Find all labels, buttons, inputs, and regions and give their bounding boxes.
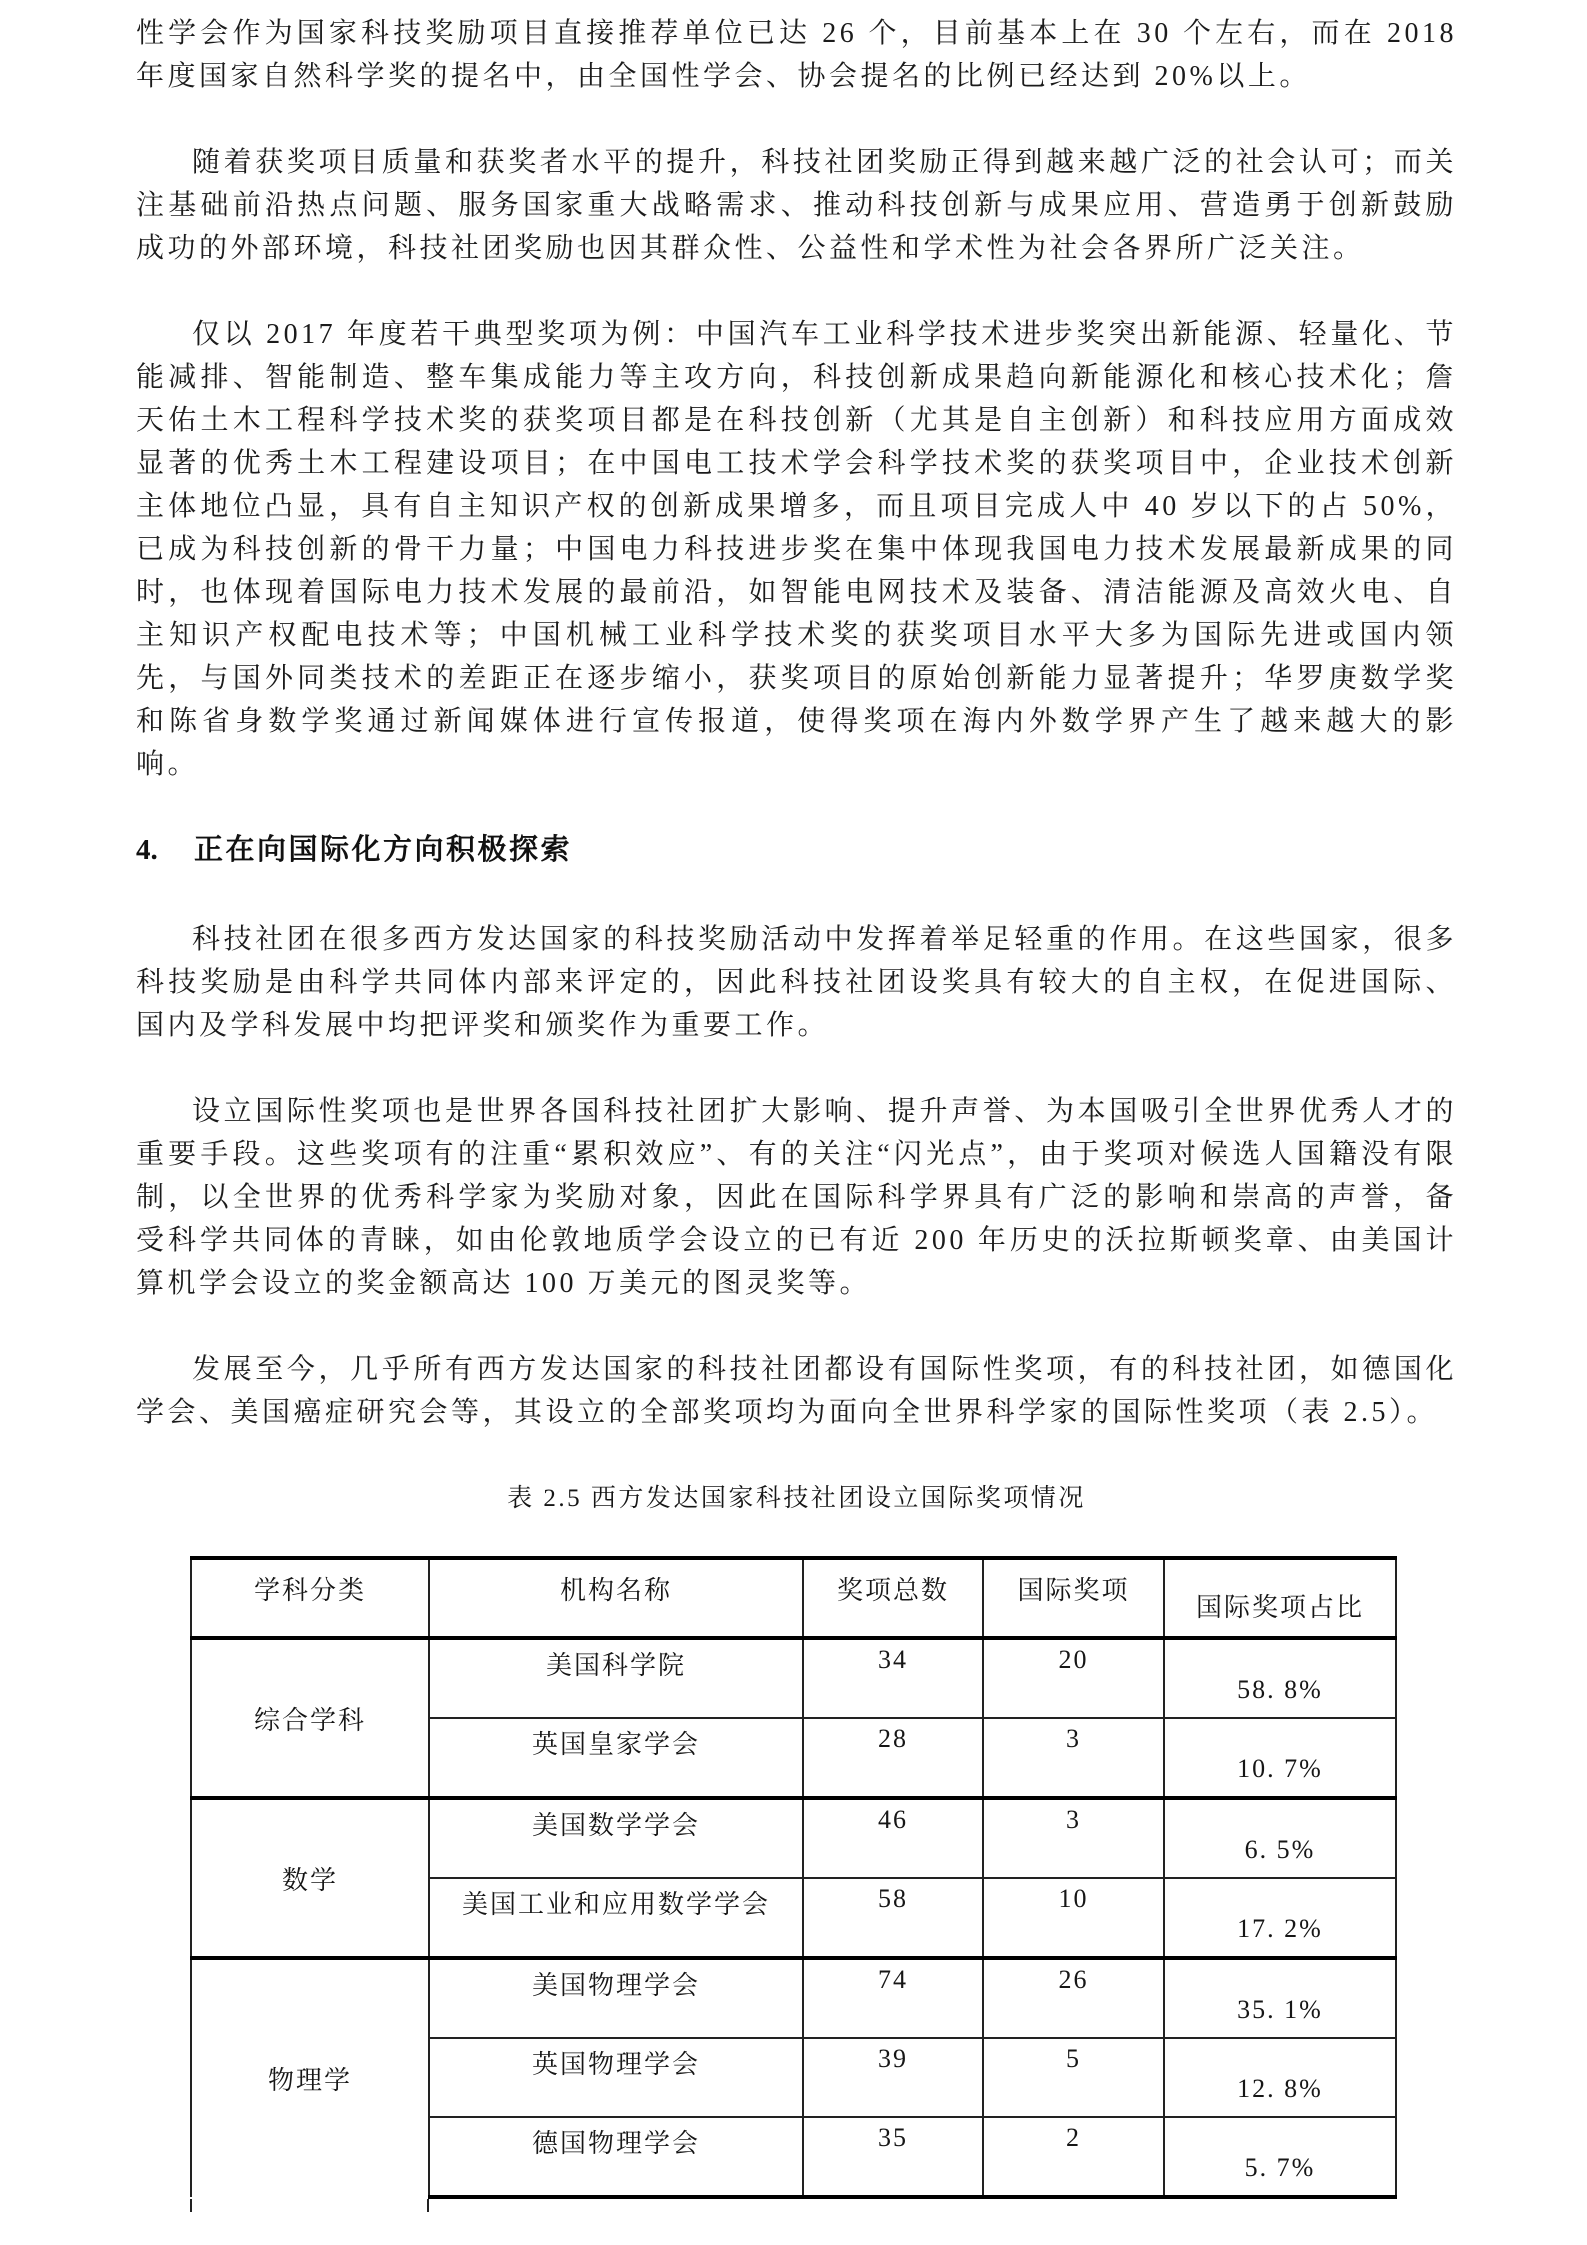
paragraph: 随着获奖项目质量和获奖者水平的提升，科技社团奖励正得到越来越广泛的社会认可；而关注基础前沿热点问题、服务国家重大战略需求、推动科技创新与成果应用、营造勇于创新鼓励成功的外部环境，科技社团奖励也因其群众性、公益性和学术性为社会各界所广泛关注。	[136, 147, 1457, 264]
organization-cell: 美国工业和应用数学学会	[429, 1878, 803, 1958]
international-ratio-cell: 35. 1%	[1164, 1958, 1396, 2038]
table-header-row	[191, 1558, 1396, 1638]
international-ratio-cell: 6. 5%	[1164, 1798, 1396, 1878]
international-awards-cell: 26	[983, 1958, 1164, 2038]
table-row	[191, 1798, 1396, 1878]
column-header-total-awards: 奖项总数	[803, 1558, 983, 1638]
section-heading	[136, 829, 1457, 872]
international-ratio-cell: 10. 7%	[1164, 1718, 1396, 1798]
international-awards-cell: 20	[983, 1638, 1164, 1718]
category-cell: 数学	[191, 1798, 429, 1958]
organization-cell: 英国皇家学会	[429, 1718, 803, 1798]
table-row	[191, 1638, 1396, 1718]
organization-cell: 美国数学学会	[429, 1798, 803, 1878]
column-header-organization: 机构名称	[429, 1558, 803, 1638]
awards-table	[190, 1556, 1397, 2199]
total-awards-cell: 74	[803, 1958, 983, 2038]
paragraph-continuation: 性学会作为国家科技奖励项目直接推荐单位已达 26 个，目前基本上在 30 个左右，而在 2018 年度国家自然科学奖的提名中，由全国性学会、协会提名的比例已经达到 20%以上。	[136, 18, 1457, 92]
section-number: 4.	[136, 834, 158, 866]
table-row	[191, 1958, 1396, 2038]
paragraph: 发展至今，几乎所有西方发达国家的科技社团都设有国际性奖项，有的科技社团，如德国化学会、美国癌症研究会等，其设立的全部奖项均为面向全世界科学家的国际性奖项（表 2.5）。	[136, 1354, 1457, 1428]
category-cell: 物理学	[191, 1958, 429, 2197]
international-ratio-cell: 5. 7%	[1164, 2117, 1396, 2197]
paragraph: 仅以 2017 年度若干典型奖项为例：中国汽车工业科学技术进步奖突出新能源、轻量化、节能减排、智能制造、整车集成能力等主攻方向，科技创新成果趋向新能源化和核心技术化；詹天佑土木工程科学技术奖的获奖项目都是在科技创新（尤其是自主创新）和科技应用方面成效显著的优秀土木工程建设项目；在中国电工技术学会科学技术奖的获奖项目中，企业技术创新主体地位凸显，具有自主知识产权的创新成果增多，而且项目完成人中 40 岁以下的占 50%，已成为科技创新的骨干力量；中国电力科技进步奖在集中体现我国电力技术发展最新成果的同时，也体现着国际电力技术发展的最前沿，如智能电网技术及装备、清洁能源及高效火电、自主知识产权配电技术等；中国机械工业科学技术奖的获奖项目水平大多为国际先进或国内领先，与国外同类技术的差距正在逐步缩小，获奖项目的原始创新能力显著提升；华罗庚数学奖和陈省身数学奖通过新闻媒体进行宣传报道，使得奖项在海内外数学界产生了越来越大的影响。	[136, 319, 1457, 780]
organization-cell: 英国物理学会	[429, 2038, 803, 2117]
table-left-border-extension	[190, 2199, 192, 2212]
international-ratio-cell: 17. 2%	[1164, 1878, 1396, 1958]
column-header-category: 学科分类	[191, 1558, 429, 1638]
international-awards-cell: 3	[983, 1798, 1164, 1878]
total-awards-cell: 35	[803, 2117, 983, 2197]
column-header-international-awards: 国际奖项	[983, 1558, 1164, 1638]
international-awards-cell: 3	[983, 1718, 1164, 1798]
organization-cell: 德国物理学会	[429, 2117, 803, 2197]
paragraph: 科技社团在很多西方发达国家的科技奖励活动中发挥着举足轻重的作用。在这些国家，很多科技奖励是由科学共同体内部来评定的，因此科技社团设奖具有较大的自主权，在促进国际、国内及学科发展中均把评奖和颁奖作为重要工作。	[136, 924, 1457, 1041]
organization-cell: 美国科学院	[429, 1638, 803, 1718]
awards-table-container	[190, 1556, 1395, 2199]
paragraph: 设立国际性奖项也是世界各国科技社团扩大影响、提升声誉、为本国吸引全世界优秀人才的重要手段。这些奖项有的注重“累积效应”、有的关注“闪光点”，由于奖项对候选人国籍没有限制，以全世界的优秀科学家为奖励对象，因此在国际科学界具有广泛的影响和崇高的声誉，备受科学共同体的青睐，如由伦敦地质学会设立的已有近 200 年历史的沃拉斯顿奖章、由美国计算机学会设立的奖金额高达 100 万美元的图灵奖等。	[136, 1096, 1457, 1299]
column-header-international-ratio: 国际奖项占比	[1164, 1558, 1396, 1638]
table-category-border-extension	[427, 2199, 429, 2212]
international-awards-cell: 2	[983, 2117, 1164, 2197]
total-awards-cell: 58	[803, 1878, 983, 1958]
total-awards-cell: 39	[803, 2038, 983, 2117]
international-awards-cell: 10	[983, 1878, 1164, 1958]
organization-cell: 美国物理学会	[429, 1958, 803, 2038]
international-ratio-cell: 12. 8%	[1164, 2038, 1396, 2117]
category-cell: 综合学科	[191, 1638, 429, 1798]
total-awards-cell: 28	[803, 1718, 983, 1798]
international-awards-cell: 5	[983, 2038, 1164, 2117]
table-caption: 表 2.5 西方发达国家科技社团设立国际奖项情况	[507, 1485, 1086, 1512]
page-content	[136, 12, 1457, 2199]
total-awards-cell: 46	[803, 1798, 983, 1878]
international-ratio-cell: 58. 8%	[1164, 1638, 1396, 1718]
section-title: 正在向国际化方向积极探索	[194, 834, 573, 866]
total-awards-cell: 34	[803, 1638, 983, 1718]
